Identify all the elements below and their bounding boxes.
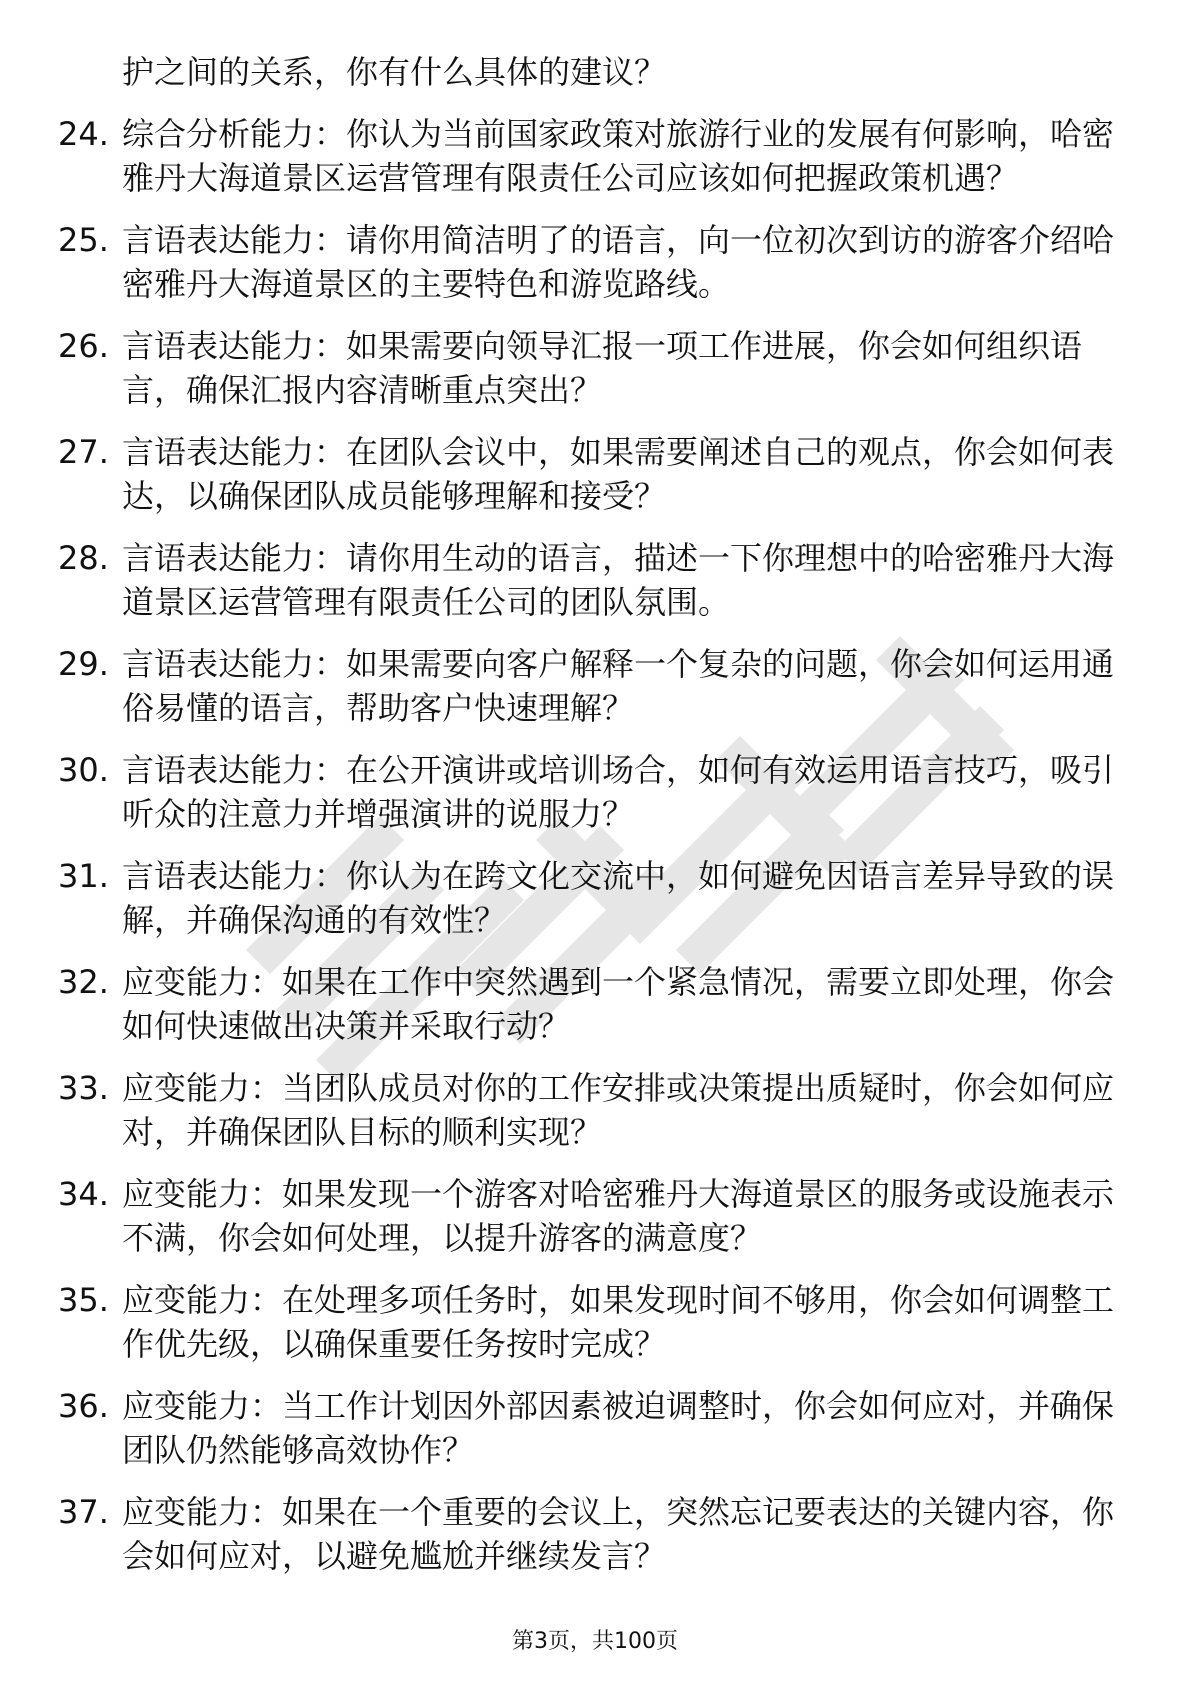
question-number: 28. — [58, 539, 109, 577]
question-item — [58, 854, 1118, 942]
question-item — [58, 1066, 1118, 1154]
question-text: 言语表达能力：如果需要向领导汇报一项工作进展，你会如何组织语言，确保汇报内容清晰重点突出？ — [122, 327, 1083, 409]
question-number: 27. — [58, 433, 109, 471]
question-item — [58, 1490, 1118, 1578]
question-number: 25. — [58, 221, 109, 259]
question-item — [58, 1384, 1118, 1472]
question-text: 言语表达能力：在团队会议中，如果需要阐述自己的观点，你会如何表达，以确保团队成员能够理解和接受？ — [122, 433, 1115, 515]
question-item — [58, 642, 1118, 730]
question-number: 31. — [58, 857, 109, 895]
question-number: 24. — [58, 115, 109, 153]
question-item — [58, 112, 1118, 200]
question-text: 言语表达能力：请你用简洁明了的语言，向一位初次到访的游客介绍哈密雅丹大海道景区的主要特色和游览路线。 — [122, 221, 1115, 303]
question-text: 应变能力：如果在一个重要的会议上，突然忘记要表达的关键内容，你会如何应对，以避免尴尬并继续发言？ — [122, 1493, 1115, 1575]
page-footer: 第3页，共100页 — [512, 1629, 678, 1654]
question-text: 应变能力：如果发现一个游客对哈密雅丹大海道景区的服务或设施表示不满，你会如何处理，以提升游客的满意度？ — [122, 1175, 1115, 1257]
question-item — [58, 536, 1118, 624]
question-list — [58, 50, 1118, 1596]
question-text: 言语表达能力：如果需要向客户解释一个复杂的问题，你会如何运用通俗易懂的语言，帮助客户快速理解？ — [122, 645, 1115, 727]
question-number: 30. — [58, 751, 109, 789]
question-item — [58, 1278, 1118, 1366]
question-item — [58, 1172, 1118, 1260]
question-text: 言语表达能力：你认为在跨文化交流中，如何避免因语言差异导致的误解，并确保沟通的有效性？ — [122, 857, 1115, 939]
question-item — [58, 218, 1118, 306]
question-number: 36. — [58, 1387, 109, 1425]
question-text: 应变能力：如果在工作中突然遇到一个紧急情况，需要立即处理，你会如何快速做出决策并采取行动？ — [122, 963, 1115, 1045]
question-item — [58, 748, 1118, 836]
question-text: 应变能力：当工作计划因外部因素被迫调整时，你会如何应对，并确保团队仍然能够高效协作？ — [122, 1387, 1115, 1469]
question-text: 应变能力：当团队成员对你的工作安排或决策提出质疑时，你会如何应对，并确保团队目标的顺利实现？ — [122, 1069, 1115, 1151]
question-number: 34. — [58, 1175, 109, 1213]
question-text: 综合分析能力：你认为当前国家政策对旅游行业的发展有何影响，哈密雅丹大海道景区运营管理有限责任公司应该如何把握政策机遇？ — [122, 115, 1115, 197]
question-number: 29. — [58, 645, 109, 683]
question-text: 言语表达能力：在公开演讲或培训场合，如何有效运用语言技巧，吸引听众的注意力并增强演讲的说服力？ — [122, 751, 1115, 833]
question-number: 32. — [58, 963, 109, 1001]
question-number: 26. — [58, 327, 109, 365]
question-number: 37. — [58, 1493, 109, 1531]
question-number: 33. — [58, 1069, 109, 1107]
question-item — [58, 324, 1118, 412]
question-text: 应变能力：在处理多项任务时，如果发现时间不够用，你会如何调整工作优先级，以确保重要任务按时完成？ — [122, 1281, 1115, 1363]
question-text: 言语表达能力：请你用生动的语言，描述一下你理想中的哈密雅丹大海道景区运营管理有限责任公司的团队氛围。 — [122, 539, 1115, 621]
question-item — [58, 960, 1118, 1048]
question-number: 35. — [58, 1281, 109, 1319]
continuation-text: 护之间的关系，你有什么具体的建议？ — [122, 53, 667, 91]
question-item — [58, 430, 1118, 518]
